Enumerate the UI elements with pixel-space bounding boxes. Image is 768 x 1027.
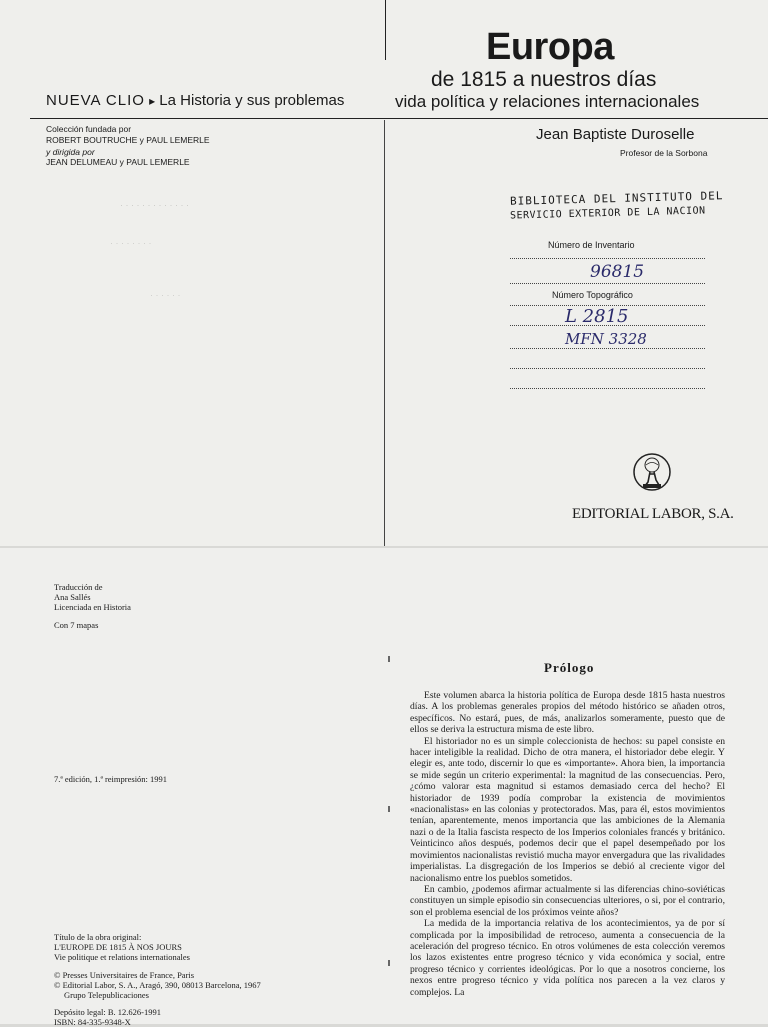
publisher-name: EDITORIAL LABOR, S.A.: [572, 506, 734, 522]
title-subtitle: vida política y relaciones internacionales: [395, 92, 700, 111]
series-name-text: NUEVA CLIO: [46, 92, 145, 109]
stamp-line-blank-1: [510, 348, 705, 349]
title-dates: de 1815 a nuestros días: [431, 68, 657, 91]
series-name: [46, 92, 344, 109]
stamp-line-2: SERVICIO EXTERIOR DE LA NACION: [509, 205, 706, 222]
title-main: Europa: [486, 26, 614, 68]
bleed-through-text: · · · · · · · · · · · · ·: [120, 200, 189, 210]
stamp-line-blank-3: [510, 388, 705, 389]
original-subtitle: Vie politique et relations internationales: [54, 952, 190, 962]
gutter-mark: [388, 656, 390, 662]
series-arrow-icon: ▸: [149, 94, 156, 108]
title-rule: [30, 118, 768, 119]
inventory-value: 96815: [590, 262, 645, 282]
atlas-logo-icon: [632, 452, 672, 492]
founders: ROBERT BOUTRUCHE y PAUL LEMERLE: [46, 135, 210, 145]
inventory-line-1: [510, 258, 705, 259]
directors: JEAN DELUMEAU y PAUL LEMERLE: [46, 157, 190, 167]
prologo-body: [410, 690, 725, 998]
prologo-paragraph: En cambio, ¿podemos afirmar actualmente si las diferencias chino-soviéticas constituyen un simple episodio sin consecuencias ulteriores, o si, por el contrario, son el problema esencial de los próximos veinte años?: [410, 883, 725, 918]
topographic-value-1: L 2815: [565, 306, 629, 327]
gutter-mark: [388, 960, 390, 966]
copyright-3: Grupo Telepublicaciones: [64, 990, 149, 1000]
maps-note: Con 7 mapas: [54, 620, 99, 630]
edition-note: 7.ª edición, 1.ª reimpresión: 1991: [54, 774, 168, 784]
author-title: Profesor de la Sorbona: [620, 148, 708, 158]
author-name: Jean Baptiste Duroselle: [536, 126, 695, 143]
bleed-through-text: · · · · · ·: [150, 290, 181, 300]
translation-label: Traducción de: [54, 582, 103, 592]
gutter-mark: [388, 806, 390, 812]
inventory-line-2: [510, 283, 705, 284]
spine-line-lower: [384, 120, 385, 546]
prologo-paragraph: El historiador no es un simple coleccionista de hechos: su papel consiste en hacer inteligible la realidad. Dicho de otra manera, el historiador debe elegir. Y elegir es, ante todo, discernir lo que es «importante». Ahora bien, la importancia se mide según un criterio experimental: la magnitud de las consecuencias. Pero, ¿cómo valorar esta magnitud si estamos demasiado cerca del hecho? El historiador de 1939 podía comprobar la existencia de movimientos «nacionalistas» en las colonias y protectorados. Mas, para él, estos movimientos tenían, aparentemente, menos importancia que las ambiciones de la Alemania nazi o de la Italia fascista respecto de los Imperios coloniales francés y británico. Veinticinco años después, podemos decir que el papel desempeñado por los movimientos nacionalistas revistió mucha mayor envergadura que las rivalidades imperialistas. La disgregación de los Imperios se debió al creciente vigor del nacionalismo entre los pueblos sometidos.: [410, 735, 725, 884]
topographic-label: Número Topográfico: [552, 290, 633, 300]
isbn: ISBN: 84-335-9348-X: [54, 1017, 131, 1027]
translator-degree: Licenciada en Historia: [54, 602, 131, 612]
publisher-logo: [632, 452, 672, 492]
topographic-value-2: MFN 3328: [565, 330, 647, 348]
series-subtitle: La Historia y sus problemas: [159, 92, 345, 109]
prologo-paragraph: La medida de la importancia relativa de los acontecimientos, ya de por sí complicada por la imposibilidad de retroceso, aumenta a consecuencia de la aceleración del progreso técnico. En otros volúmenes de esta colección veremos los lazos existentes entre progreso técnico y vida económica y social, entre progreso técnico y corrientes ideológicas. Por lo que a nosotros concierne, los nexos entre progreso técnico y vida política nos parecen a la vez claros y complejos. La: [410, 918, 725, 998]
topographic-line-2: [510, 325, 705, 326]
copyright-2: © Editorial Labor, S. A., Aragó, 390, 08013 Barcelona, 1967: [54, 980, 261, 990]
inventory-label: Número de Inventario: [548, 240, 635, 250]
translator-name: Ana Sallés: [54, 592, 91, 602]
stamp-line-blank-2: [510, 368, 705, 369]
directed-by: y dirigida por: [46, 147, 95, 157]
collection-founded: Colección fundada por: [46, 124, 132, 134]
original-title: L'EUROPE DE 1815 À NOS JOURS: [54, 942, 182, 952]
stamp-line-1: BIBLIOTECA DEL INSTITUTO DEL: [509, 189, 724, 208]
bleed-through-text: · · · · · · · ·: [110, 238, 152, 248]
prologo-paragraph: Este volumen abarca la historia política de Europa desde 1815 hasta nuestros días. A los problemas generales propios del método histórico se añaden otros, específicos. No estará, pues, de más, analizarlos someramente, puesto que de ellos se deriva la estructura misma de este libro.: [410, 690, 725, 736]
prologo-heading: Prólogo: [544, 660, 595, 675]
legal-deposit: Depósito legal: B. 12.626-1991: [54, 1007, 161, 1017]
copyright-1: © Presses Universitaires de France, Paris: [54, 970, 195, 980]
original-title-label: Título de la obra original:: [54, 932, 142, 942]
spine-line: [385, 0, 386, 60]
